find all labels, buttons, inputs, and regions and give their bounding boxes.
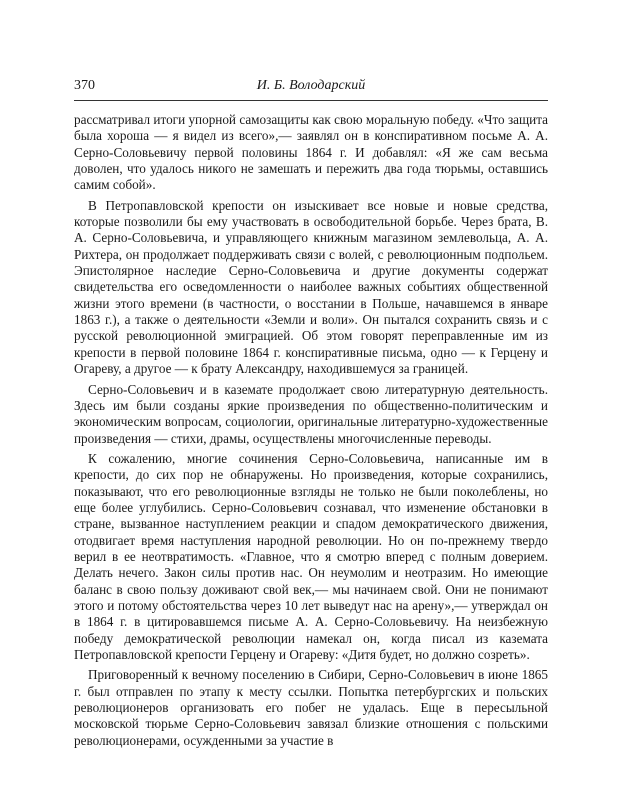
paragraph-1: рассматривал итоги упорной самозащиты как свою моральную победу. «Что защита была хороша — я видел из всего»,— заявлял он в конспиративном посьме А. А. Серно-Соловьевичу первой половины 1864 г. И добавлял: «Я же сам весьма доволен, что удалось никого не замешать и пережить два года тюрьмы, оставшись самим собой».	[74, 112, 548, 193]
paragraph-5: Приговоренный к вечному поселению в Сибири, Серно-Соловьевич в июне 1865 г. был отправлен по этапу к месту ссылки. Попытка петербургских и польских революционеров организовать его побег не удалась. Еще в пересыльной московской тюрьме Серно-Соловьевич завязал близкие отношения с польскими революционерами, осужденными за участие в	[74, 667, 548, 748]
body-text	[74, 112, 548, 753]
paragraph-4: К сожалению, многие сочинения Серно-Соловьевича, написанные им в крепости, до сих пор не обнаружены. Но произведения, которые сохранились, показывают, что его революционные взгляды не только не были поколеблены, но еще более углубились. Серно-Соловьевич сознавал, что изменение обстановки в стране, вызванное наступлением реакции и спадом демократического движения, отодвигает время наступления народной революции. Но он по-прежнему твердо верил в ее неотвратимость. «Главное, что я смотрю вперед с полным доверием. Делать нечего. Закон силы против нас. Он неумолим и неотразим. Но имеющие баланс в свою пользу доживают свой век,— мы начинаем свой. Они не понимают этого и потому обстоятельства через 10 лет выведут нас на арену»,— утверждал он в 1864 г. в цитировавшемся письме А. А. Серно-Соловьевичу. На неизбежную победу демократической революции намекал он, когда писал из каземата Петропавловской крепости Герцену и Огареву: «Дитя будет, но должно созреть».	[74, 450, 548, 662]
running-header	[74, 78, 548, 98]
header-author: И. Б. Володарский	[256, 78, 366, 93]
paragraph-2: В Петропавловской крепости он изыскивает все новые и новые средства, которые позволили бы ему участвовать в освободительной борьбе. Через брата, В. А. Серно-Соловьевича, и управляющего книжным магазином землевольца, А. А. Рихтера, он продолжает поддерживать связи с волей, с революционным подпольем. Эпистолярное наследие Серно-Соловьевича и другие документы содержат свидетельства его осведомленности о наиболее важных событиях общественной жизни этого времени (в частности, о восстании в Польше, начавшемся в январе 1863 г.), а также о деятельности «Земли и воли». Он пытался сохранить связь и с русской революционной эмиграцией. Об этом говорят переправленные им из крепости в первой половине 1864 г. конспиративные письма, одно — к Герцену и Огареву, а другое — к брату Александру, находившемуся за границей.	[74, 197, 548, 377]
paragraph-3: Серно-Соловьевич и в каземате продолжает свою литературную деятельность. Здесь им были созданы яркие произведения по общественно-политическим и экономическим вопросам, социологии, оригинальные литературно-художественные произведения — стихи, драмы, осуществлены многочисленные переводы.	[74, 381, 548, 446]
page-number: 370	[74, 78, 95, 93]
header-rule	[74, 100, 548, 101]
